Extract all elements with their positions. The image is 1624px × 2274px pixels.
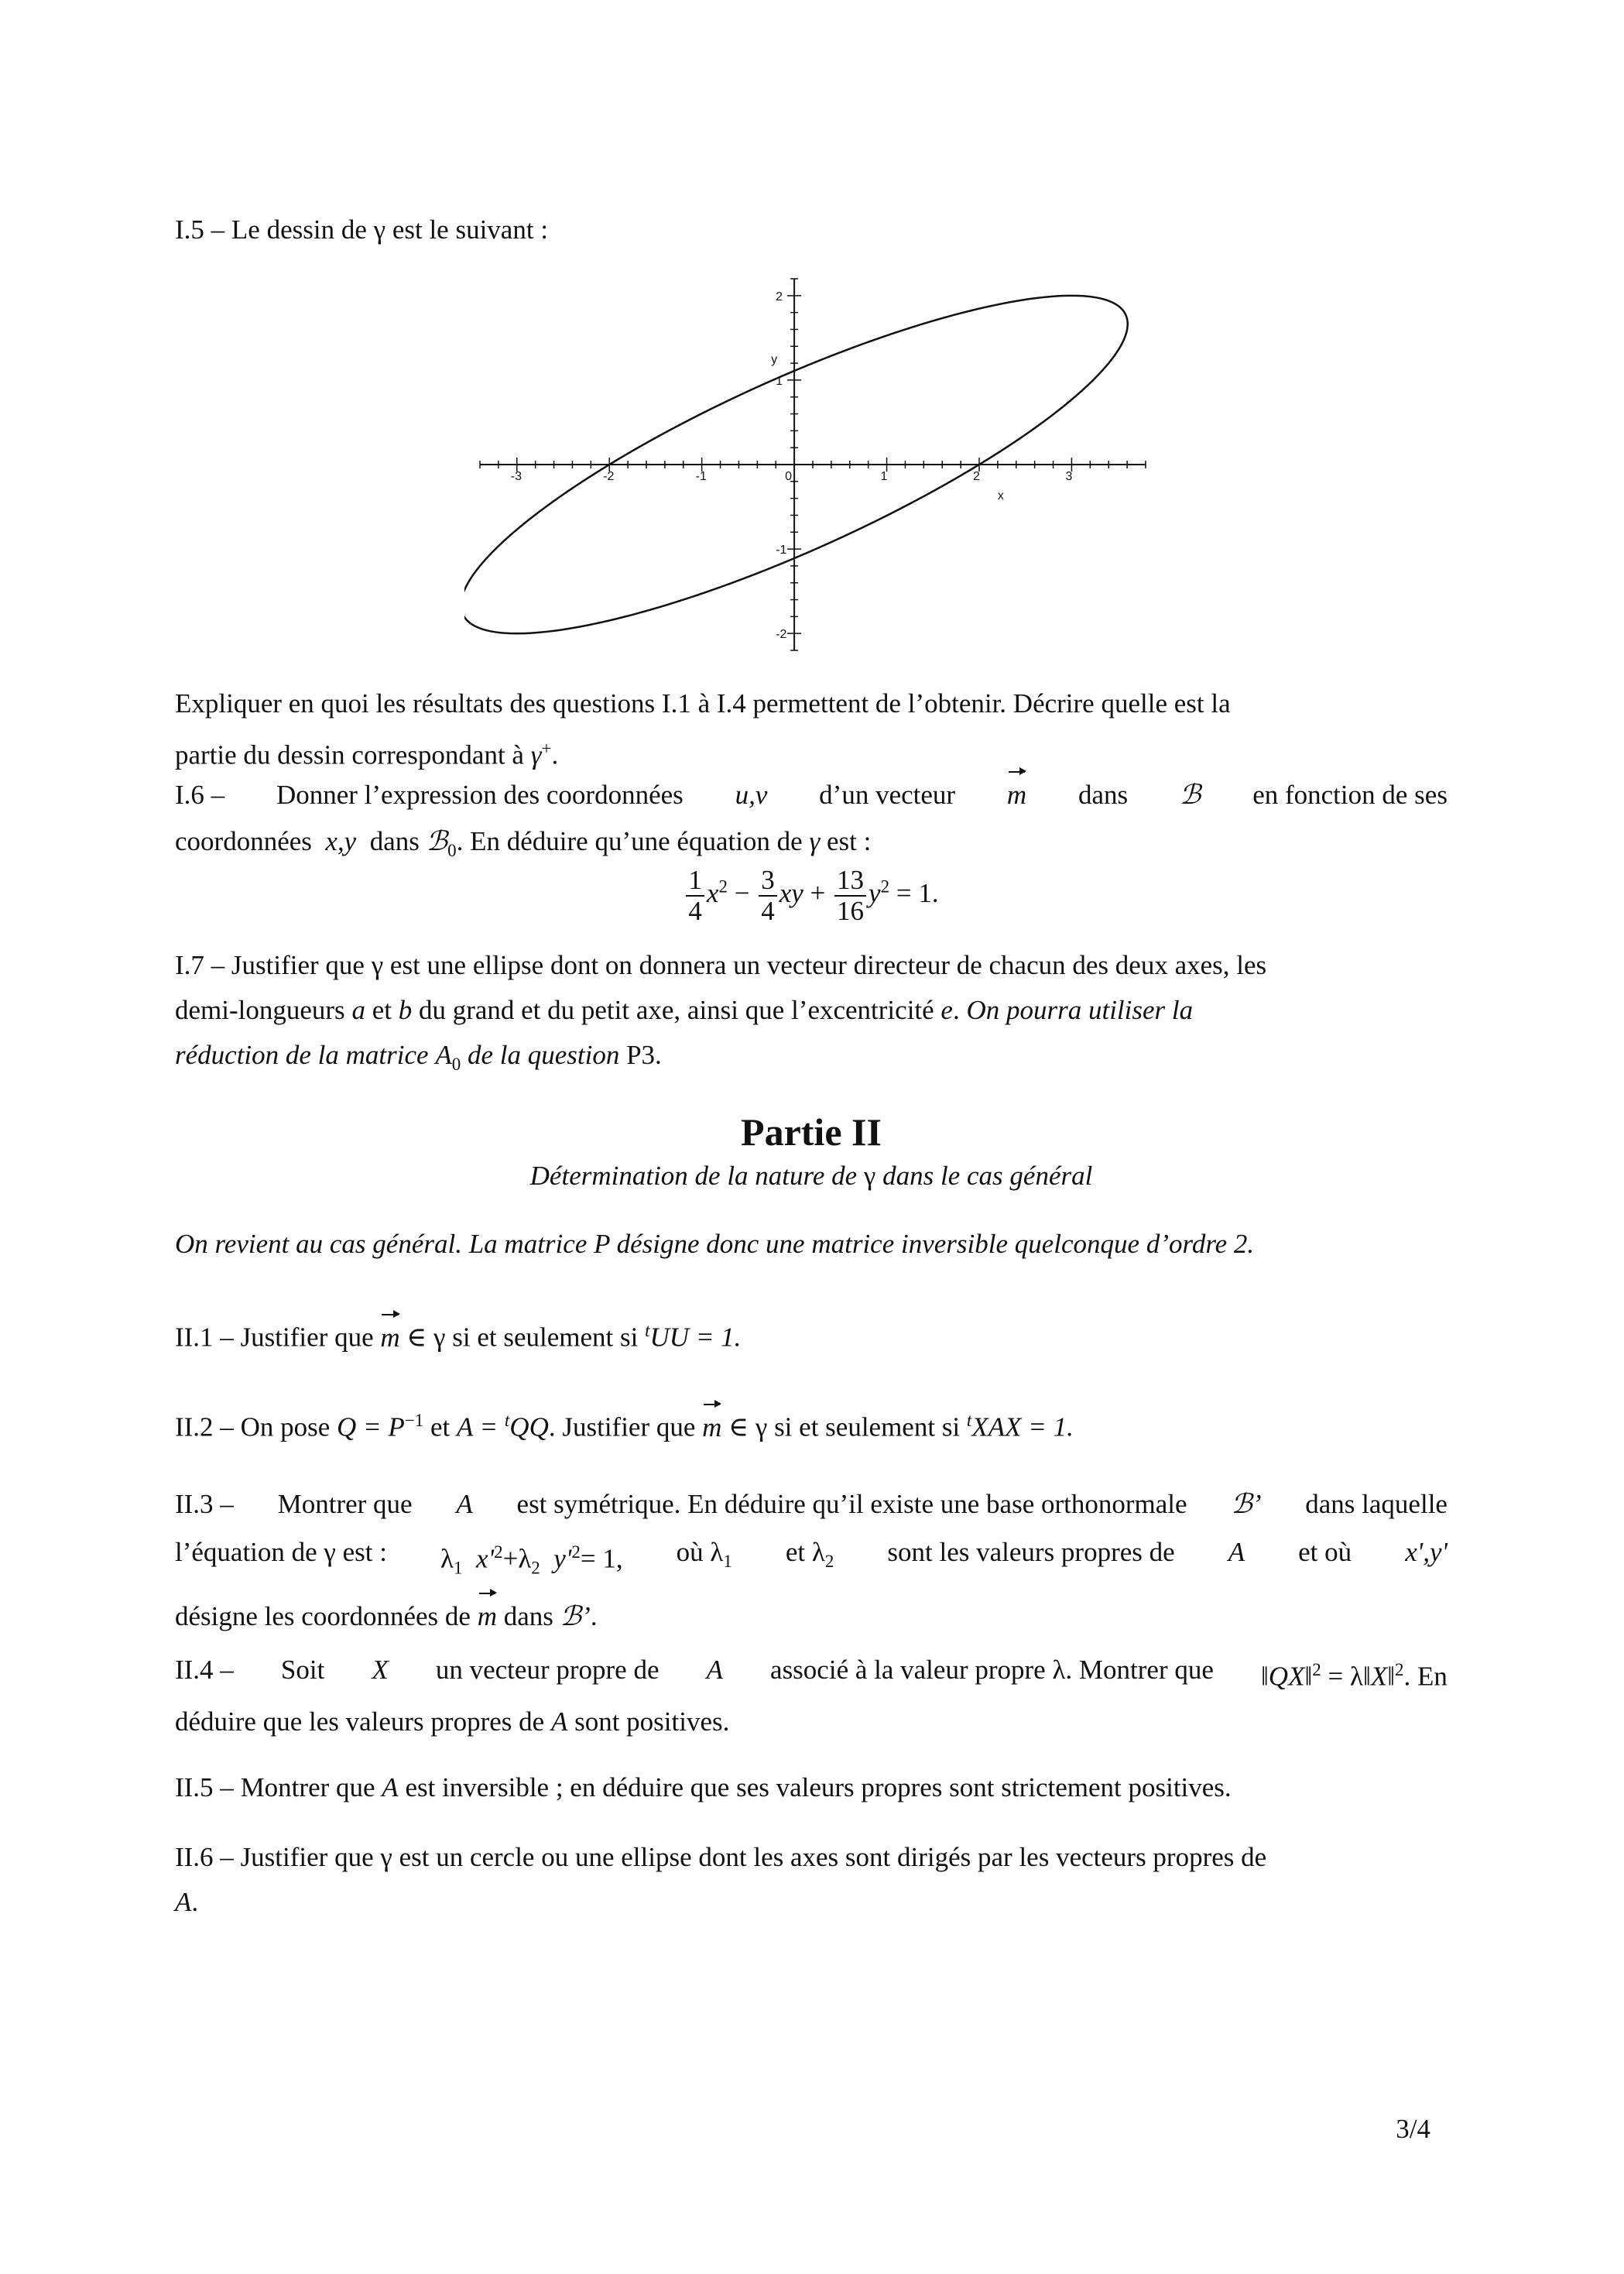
question-II-1: II.1 – Justifier que m ∈ γ si et seulement si $^t$UU = 1. (175, 1308, 1448, 1360)
y-tick-label: 2 (776, 290, 783, 304)
equation-gamma: $\frac{1}{4}$ $x^2$ − $\frac{3}{4}$ xy + $\frac{13}{16}$ $y^2 = 1$. (175, 866, 1448, 926)
x-tick-label: 2 (973, 470, 980, 483)
question-I-6: I.6 – Donner l’expression des coordonnées u,v d’un vecteur m dans ℬ en fonction de ses coordonnées x,y dans ℬ$_0$. En déduire qu’une équation de γ est : (175, 773, 1448, 873)
x-tick-label: -2 (603, 470, 615, 483)
vector-m: m (380, 1315, 399, 1360)
question-II-2: II.2 – On pose $Q = P^{-1}$ et A = $^t$QQ. Justifier que m ∈ γ si et seulement si $^t$XAX = 1. (175, 1398, 1448, 1450)
question-I-5: I.5 – Le dessin de γ est le suivant : (175, 214, 549, 245)
section-subtitle: Détermination de la nature de γ dans le cas général (529, 1161, 1093, 1191)
question-II-5: II.5 – Montrer que A est inversible ; en déduire que ses valeurs propres sont strictement positives. (175, 1772, 1232, 1802)
x-tick-label: -3 (510, 470, 522, 483)
page-number: 3/4 (1396, 2114, 1430, 2144)
x-tick-label: 0 (785, 470, 793, 483)
x-tick-label: -1 (695, 470, 707, 483)
vector-m: m (478, 1594, 497, 1639)
y-tick-label: -1 (776, 544, 787, 557)
x-tick-label: 3 (1065, 470, 1073, 483)
y-tick-label: -2 (776, 628, 787, 642)
question-label: I.5 – (175, 214, 225, 245)
vector-m: m (702, 1405, 721, 1450)
x-tick-label: 1 (880, 470, 888, 483)
y-tick-label: 1 (776, 374, 783, 388)
y-axis-label: y (771, 353, 778, 367)
section-title: Partie II (741, 1110, 882, 1154)
question-I-5-instructions: Expliquer en quoi les résultats des questions I.1 à I.4 permettent de l’obtenir. Décrire quelle est la partie du dessin correspondant à γ+. (175, 688, 1231, 770)
question-II-4: II.4 – Soit X un vecteur propre de A associé à la valeur propre λ. Montrer que ‖QX‖$^2$ = λ‖X‖$^2$. En déduire que les valeurs propres de A sont positives. (175, 1655, 1448, 1737)
section-intro: On revient au cas général. La matrice P désigne donc une matrice inversible quelconque d’ordre 2. (175, 1229, 1255, 1259)
question-I-7: I.7 – Justifier que γ est une ellipse dont on donnera un vecteur directeur de chacun des deux axes, les demi-longueurs a et b du grand et du petit axe, ainsi que l’excentricité e. On pourra utiliser la réduction de la matrice $A_0$ de la question P3. (175, 950, 1267, 1074)
ellipse-plot (464, 263, 1161, 666)
question-II-3: II.3 – Montrer que A est symétrique. En déduire qu’il existe une base orthonormale ℬ’ dans laquelle l’équation de γ est : $\lambda_1$ $x'^2+\lambda_2$ $y'^2= 1$, où $\lambda_1$ et $\lambda_2$ sont les valeurs propres de A et où x',y' désigne les coordonnées de m dans ℬ’. (175, 1482, 1448, 1639)
x-axis-label: x (997, 489, 1004, 502)
vector-m: m (1007, 773, 1026, 818)
question-II-6: II.6 – Justifier que γ est un cercle ou une ellipse dont les axes sont dirigés par les vecteurs propres de A. (175, 1842, 1267, 1917)
